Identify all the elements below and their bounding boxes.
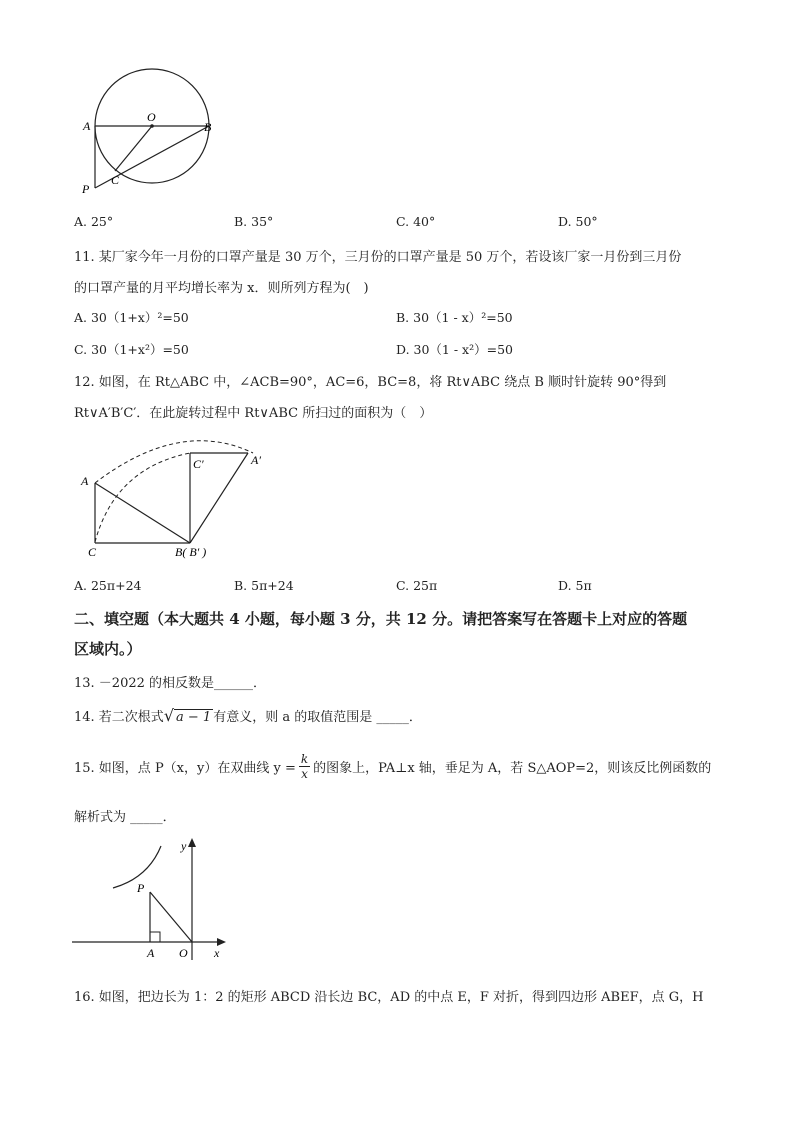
q15-text-line2: 解析式为 _____．: [74, 810, 176, 825]
q11-text-line1: 11. 某厂家今年一月份的口罩产量是 30 万个，三月份的口罩产量是 50 万个，若设该厂家一月份到三月份: [74, 250, 682, 265]
x-axis-arrow-icon: [217, 938, 226, 946]
q14-after: 有意义，则 a 的取值范围是 _____．: [213, 710, 422, 725]
q12-option-c: C. 25π: [396, 578, 438, 593]
radical-sign-icon: √: [163, 706, 175, 725]
label-y: y: [181, 839, 187, 853]
figure-q15-hyperbola: [68, 836, 238, 964]
section-heading-line2: 区域内。）: [74, 640, 142, 658]
q10-option-d: D. 50°: [558, 214, 598, 229]
fraction-denominator: x: [301, 767, 308, 781]
q14-before: 14. 若二次根式: [74, 710, 164, 725]
q15-after: 的图象上，PA⊥x 轴，垂足为 A，若 S△AOP=2，则该反比例函数的: [313, 761, 712, 776]
label-cprime: C′: [193, 457, 204, 471]
label-p: P: [82, 182, 90, 196]
q10-option-a: A. 25°: [74, 214, 114, 229]
q11-option-c: C. 30（1+x²）=50: [74, 342, 189, 357]
q10-option-c: C. 40°: [396, 214, 436, 229]
right-angle-mark: [150, 932, 160, 942]
q15-text-line1: [74, 752, 711, 781]
q12-option-b: B. 5π+24: [234, 578, 294, 593]
q11-option-a: A. 30（1+x）²=50: [74, 310, 189, 325]
q11-option-b: B. 30（1 - x）²=50: [396, 310, 513, 325]
q15-before: 15. 如图，点 P（x，y）在双曲线 y =: [74, 761, 296, 776]
q16-text: 16. 如图，把边长为 1：2 的矩形 ABCD 沿长边 BC，AD 的中点 E，F 对折，得到四边形 ABEF，点 G，H: [74, 990, 704, 1005]
label-p: P: [137, 881, 145, 895]
label-aprime: A′: [251, 453, 261, 467]
label-c: C: [111, 173, 120, 187]
segment-po: [150, 892, 192, 942]
label-a: A: [147, 946, 155, 960]
q11-option-d: D. 30（1 - x²）=50: [396, 342, 513, 357]
segment-oc: [115, 126, 152, 171]
fraction-k-over-x: [299, 752, 310, 781]
q12-option-d: D. 5π: [558, 578, 592, 593]
label-b-bprime: B( B′ ): [175, 545, 207, 559]
q14-text: [74, 706, 422, 725]
arc-a-to-aprime: [95, 441, 253, 483]
q13-text: 13. －2022 的相反数是______．: [74, 676, 267, 691]
q12-text-line1: 12. 如图，在 Rt△ABC 中，∠ACB=90°，AC=6，BC=8，将 Rt∨ABC 绕点 B 顺时针旋转 90°得到: [74, 375, 667, 390]
label-o: O: [179, 946, 188, 960]
label-x: x: [214, 946, 220, 960]
center-dot: [150, 124, 154, 128]
q12-text-line2: Rt∨A′B′C′．在此旋转过程中 Rt∨ABC 所扫过的面积为（ ）: [74, 406, 433, 421]
q10-option-b: B. 35°: [234, 214, 274, 229]
label-c: C: [88, 545, 97, 559]
q14-radicand: a − 1: [176, 710, 212, 725]
figure-q10-circle: [78, 68, 238, 203]
q12-option-a: A. 25π+24: [74, 578, 142, 593]
label-b: B: [204, 120, 212, 134]
y-axis-arrow-icon: [188, 838, 196, 847]
fraction-numerator: k: [300, 752, 309, 766]
figure-q12-rotation: [75, 438, 275, 563]
section-heading-line1: 二、填空题（本大题共 4 小题，每小题 3 分，共 12 分。请把答案写在答题卡上对应的答题: [74, 610, 688, 628]
label-a: A: [81, 474, 89, 488]
label-a: A: [83, 119, 91, 133]
arc-c-to-cprime: [95, 453, 190, 542]
segment-ab: [95, 483, 190, 543]
q11-text-line2: 的口罩产量的月平均增长率为 x．则所列方程为( ): [74, 281, 369, 296]
label-o: O: [147, 110, 156, 124]
